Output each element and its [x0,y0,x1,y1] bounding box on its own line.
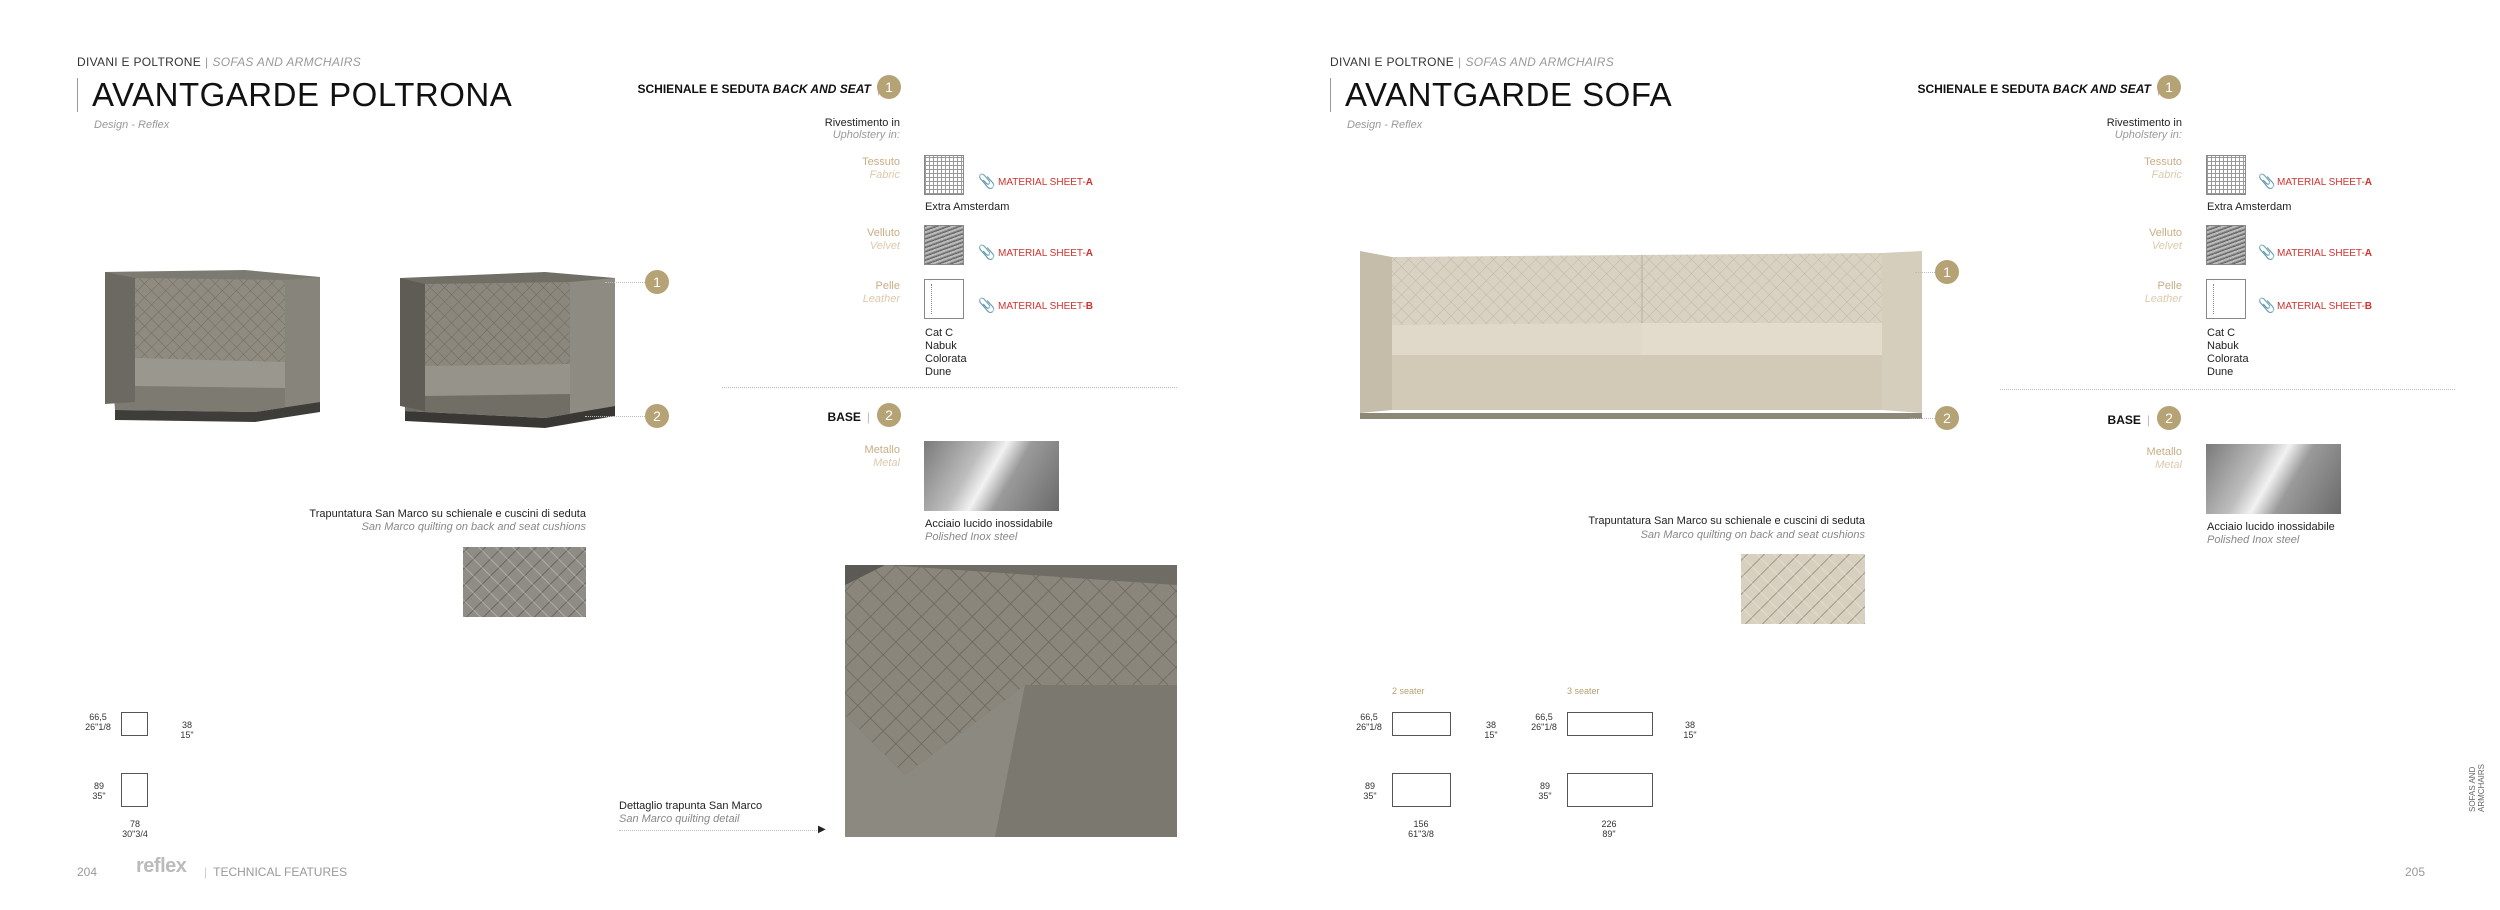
material-fabric-label [2082,156,2182,182]
variant-label: 3 seater [1567,686,1600,696]
sofa-2-front-diagram [1392,712,1451,736]
separator: | [205,55,209,69]
dim-depth [84,781,114,801]
quilting-caption: Trapuntatura San Marco su schienale e cuscini di seduta [1588,515,1865,527]
detail-caption-en: San Marco quilting detail [619,813,740,825]
material-fabric-label [800,156,900,182]
section-1-badge: 1 [2157,75,2181,99]
dim-depth [1530,781,1560,801]
dim-width [1403,819,1439,839]
separator: | [1458,55,1462,69]
dim-seat-height [1675,720,1705,740]
callout-1: 1 [645,270,669,294]
material-sheet-link[interactable] [998,248,1093,259]
armchair-side-image [395,266,625,431]
callout-2: 2 [1935,406,1959,430]
dim-depth [1355,781,1385,801]
paperclip-icon: 📎 [2258,297,2276,313]
callout-2: 2 [645,404,669,428]
detail-divider [619,830,823,831]
quilting-caption: Trapuntatura San Marco su schienale e cuscini di seduta [309,508,586,520]
detail-caption: Dettaglio trapunta San Marco [619,800,763,812]
material-en: Fabric [2151,169,2182,181]
dim-inches: 30"3/4 [122,829,148,839]
material-it: Pelle [2157,280,2182,292]
category-breadcrumb [1330,55,1614,69]
material-en: Metal [873,457,900,469]
sheet-text: MATERIAL SHEET- [998,301,1086,312]
title-bar [1330,78,1331,112]
dim-value: 38 [1485,720,1496,730]
section-label: BASE [2107,413,2141,427]
paperclip-icon: 📎 [2258,173,2276,189]
fabric-note: Extra Amsterdam [2207,201,2292,213]
leather-note: Colorata [925,353,967,365]
page-title: AVANTGARDE SOFA [1345,76,1673,113]
section-2-badge: 2 [877,403,901,427]
dim-inches: 26"1/8 [1356,722,1382,732]
material-sheet-link[interactable] [2277,301,2372,312]
sheet-grade: A [1085,248,1094,259]
page-number: 205 [2405,865,2426,879]
section-divider [722,387,1177,388]
callout-leader [1915,272,1935,273]
material-it: Velluto [2148,227,2182,239]
sheet-grade: B [2364,301,2373,312]
sheet-text: MATERIAL SHEET- [998,248,1086,259]
section-base-heading: BASE | [2107,413,2150,427]
metal-swatch [924,441,1059,511]
armchair-top-diagram [121,773,148,807]
fabric-note: Extra Amsterdam [925,201,1010,213]
leather-swatch [924,279,964,319]
section-label-en: BACK AND SEAT [2052,82,2151,96]
paperclip-icon: 📎 [978,297,996,313]
sheet-grade: A [1085,177,1094,188]
material-sheet-link[interactable] [2277,248,2372,259]
sheet-grade: B [1085,301,1094,312]
dim-value: 66,5 [1535,712,1553,722]
section-back-seat-heading [1910,82,2166,96]
footer-label: TECHNICAL FEATURES [213,865,348,879]
leather-note: Colorata [2207,353,2249,365]
dim-inches: 26"1/8 [1531,722,1557,732]
dim-value: 38 [181,720,192,730]
category-en: SOFAS AND ARMCHAIRS [212,55,362,69]
category-en: SOFAS AND ARMCHAIRS [1465,55,1615,69]
callout-leader [605,282,645,283]
upholstery-it: Rivestimento in [824,117,900,129]
dim-seat-height [172,720,202,740]
page-title: AVANTGARDE POLTRONA [92,76,513,113]
dim-value: 78 [129,819,140,829]
dim-value: 66,5 [1360,712,1378,722]
leather-note: Cat C [2207,327,2236,339]
dim-height [1351,712,1387,732]
material-sheet-link[interactable] [998,301,1093,312]
section-base-heading: BASE | [827,410,870,424]
sheet-text: MATERIAL SHEET- [2277,301,2365,312]
material-it: Velluto [866,227,900,239]
category-breadcrumb [77,55,361,69]
sheet-text: MATERIAL SHEET- [998,177,1086,188]
dim-value: 89 [1364,781,1375,791]
material-velvet-label [800,227,900,253]
paperclip-icon: 📎 [2258,244,2276,260]
material-en: Metal [2155,459,2182,471]
metal-finish-en: Polished Inox steel [925,531,1018,543]
design-credit: Design - Reflex [94,119,170,131]
callout-leader [585,416,645,417]
material-en: Velvet [2151,240,2182,252]
section-1-badge: 1 [877,75,901,99]
material-sheet-link[interactable] [998,177,1093,188]
footer-section: | TECHNICAL FEATURES [204,865,348,879]
paperclip-icon: 📎 [978,244,996,260]
dim-width [118,819,152,839]
sofa-image [1352,245,1932,425]
dim-inches: 35" [92,791,106,801]
material-leather-label [800,280,900,306]
callout-1: 1 [1935,260,1959,284]
page-number: 204 [77,865,98,879]
dim-inches: 26"1/8 [85,722,111,732]
leather-notes [2207,327,2249,379]
side-tab-line: ARMCHAIRS [2477,763,2486,812]
sheet-grade: A [2364,177,2373,188]
dim-height [1526,712,1562,732]
material-leather-label [2082,280,2182,306]
dim-value: 226 [1601,819,1617,829]
material-metal-label [800,444,900,470]
section-label-it: SCHIENALE E SEDUTA [1917,82,2050,96]
material-velvet-label [2082,227,2182,253]
dim-value: 89 [1539,781,1550,791]
material-en: Leather [2144,293,2182,305]
leather-swatch [2206,279,2246,319]
section-back-seat-heading [630,82,886,96]
side-tab-line: SOFAS AND [2468,766,2477,812]
dim-inches: 35" [1538,791,1552,801]
dim-width [1592,819,1626,839]
upholstery-label [780,117,900,141]
reflex-logo: reflex [136,855,187,877]
leather-notes [925,327,967,379]
material-it: Metallo [2146,446,2182,458]
dim-seat-height [1476,720,1506,740]
material-it: Pelle [875,280,900,292]
sheet-text: MATERIAL SHEET- [2277,248,2365,259]
variant-label: 2 seater [1392,686,1425,696]
metal-finish: Acciaio lucido inossidabile [2207,521,2335,533]
metal-swatch [2206,444,2341,514]
upholstery-label [2062,117,2182,141]
dim-value: 38 [1684,720,1695,730]
dim-value: 89 [93,781,104,791]
quilting-swatch [463,547,586,617]
sofa-2-top-diagram [1392,773,1451,807]
upholstery-en: Upholstery in: [2114,129,2182,141]
dim-value: 156 [1413,819,1429,829]
fabric-swatch [924,155,964,195]
dim-inches: 15" [180,730,194,740]
dim-value: 66,5 [89,712,107,722]
play-arrow-icon[interactable]: ▶ [818,824,826,835]
design-credit: Design - Reflex [1347,119,1423,131]
dim-inches: 61"3/8 [1408,829,1434,839]
material-en: Velvet [869,240,900,252]
upholstery-en: Upholstery in: [832,129,900,141]
section-label-en: BACK AND SEAT [772,82,871,96]
upholstery-it: Rivestimento in [2106,117,2182,129]
leather-note: Dune [2207,366,2234,378]
velvet-swatch [924,225,964,265]
dim-inches: 15" [1484,730,1498,740]
leather-note: Cat C [925,327,954,339]
sofa-3-front-diagram [1567,712,1653,736]
sofa-3-top-diagram [1567,773,1653,807]
section-label-it: SCHIENALE E SEDUTA [637,82,770,96]
material-it: Tessuto [862,156,900,168]
fabric-swatch [2206,155,2246,195]
dim-inches: 35" [1363,791,1377,801]
sheet-text: MATERIAL SHEET- [2277,177,2365,188]
category-it: DIVANI E POLTRONE [77,55,202,69]
title-bar [77,78,78,112]
section-2-badge: 2 [2157,406,2181,430]
velvet-swatch [2206,225,2246,265]
section-divider [2000,389,2455,390]
quilting-caption-en: San Marco quilting on back and seat cushions [1640,529,1865,541]
material-it: Metallo [864,444,900,456]
category-it: DIVANI E POLTRONE [1330,55,1455,69]
quilting-swatch [1741,554,1865,624]
metal-finish: Acciaio lucido inossidabile [925,518,1053,530]
leather-note: Nabuk [2207,340,2239,352]
dim-inches: 89" [1602,829,1616,839]
material-it: Tessuto [2144,156,2182,168]
side-tab [2468,764,2486,812]
quilting-caption-en: San Marco quilting on back and seat cushions [361,521,586,533]
leather-note: Nabuk [925,340,957,352]
dim-height [80,712,116,732]
quilting-detail-image [845,565,1177,837]
material-en: Leather [862,293,900,305]
armchair-front-image [95,262,335,427]
armchair-front-diagram [121,712,148,736]
callout-leader [1910,418,1935,419]
material-en: Fabric [869,169,900,181]
metal-finish-en: Polished Inox steel [2207,534,2300,546]
material-sheet-link[interactable] [2277,177,2372,188]
sheet-grade: A [2364,248,2373,259]
paperclip-icon: 📎 [978,173,996,189]
material-metal-label [2082,446,2182,472]
dim-inches: 15" [1683,730,1697,740]
leather-note: Dune [925,366,952,378]
section-label: BASE [827,410,861,424]
